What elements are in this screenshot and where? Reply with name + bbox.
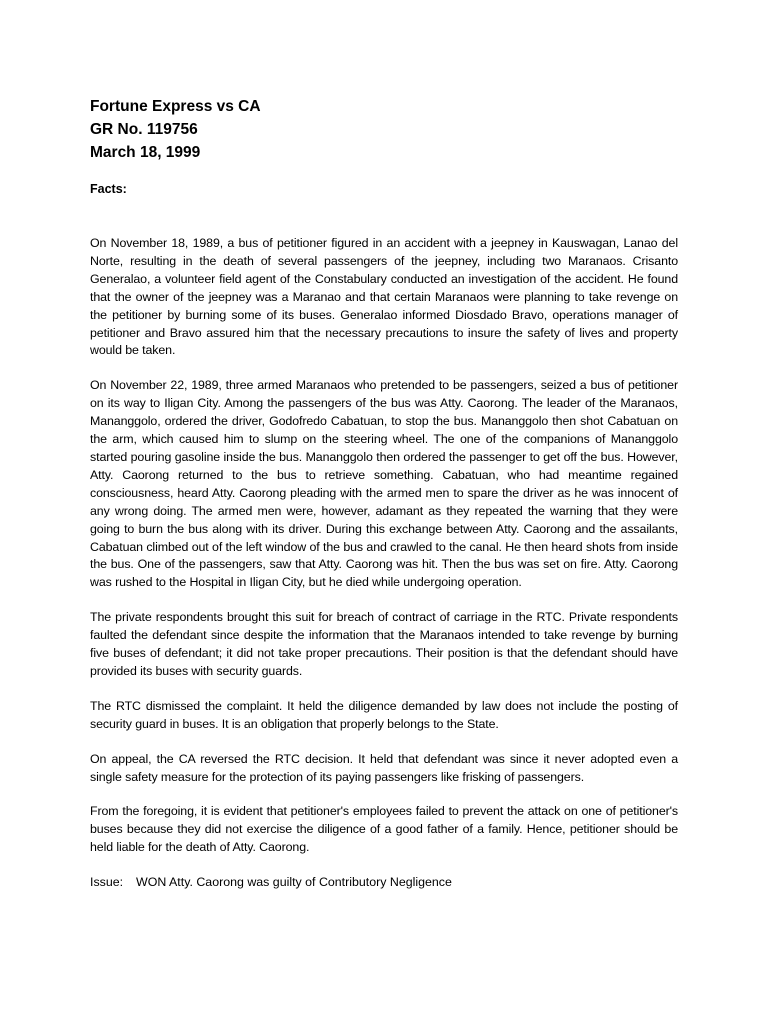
- facts-paragraph-2: On November 22, 1989, three armed Maranaos who pretended to be passengers, seized a bus of petitioner on its way to Iligan City. Among the passengers of the bus was Atty. Caorong. The leader of the Maranaos, Mananggolo, ordered the driver, Godofredo Cabatuan, to stop the bus. Mananggolo then shot Cabatuan on the arm, which caused him to slump on the steering wheel. The one of the companions of Mananggolo started pouring gasoline inside the bus. Mananggolo then ordered the passenger to get off the bus. However, Atty. Caorong returned to the bus to retrieve something. Cabatuan, who had meantime regained consciousness, heard Atty. Caorong pleading with the armed men to spare the driver as he was innocent of any wrong doing. The armed men were, however, adamant as they repeated the warning that they were going to burn the bus along with its driver. During this exchange between Atty. Caorong and the assailants, Cabatuan climbed out of the left window of the bus and crawled to the canal. He then heard shots from inside the bus. One of the passengers, saw that Atty. Caorong was hit. Then the bus was set on fire. Atty. Caorong was rushed to the Hospital in Iligan City, but he died while undergoing operation.: [90, 378, 678, 590]
- facts-paragraph-1: On November 18, 1989, a bus of petitioner figured in an accident with a jeepney in Kauswagan, Lanao del Norte, resulting in the death of several passengers of the jeepney, including two Maranaos. Crisanto Generalao, a volunteer field agent of the Constabulary conducted an investigation of the accident. He found that the owner of the jeepney was a Maranao and that certain Maranaos were planning to take revenge on the petitioner by burning some of its buses. Generalao informed Diosdado Bravo, operations manager of petitioner and Bravo assured him that the necessary precautions to insure the safety of lives and property would be taken.: [90, 236, 678, 358]
- issue-label: Issue:: [90, 875, 124, 890]
- facts-paragraph-5: On appeal, the CA reversed the RTC decision. It held that defendant was since it never adopted even a single safety measure for the protection of its paying passengers like frisking of passengers.: [90, 751, 678, 784]
- facts-heading: Facts:: [90, 182, 127, 196]
- issue-row: [90, 874, 678, 892]
- case-date: March 18, 1999: [90, 144, 201, 161]
- facts-paragraph-3: The private respondents brought this suit for breach of contract of carriage in the RTC. Private respondents faulted the defendant since despite the information that the Maranaos intended to take revenge by burning five buses of defendant; it did not take proper precautions. Their position is that the defendant should have provided its buses with security guards.: [90, 610, 678, 678]
- issue-text: WON Atty. Caorong was guilty of Contributory Negligence: [136, 875, 452, 890]
- facts-paragraph-6: From the foregoing, it is evident that petitioner's employees failed to prevent the attack on one of petitioner's buses because they did not exercise the diligence of a good father of a family. Hence, petitioner should be held liable for the death of Atty. Caorong.: [90, 804, 678, 855]
- facts-paragraph-4: The RTC dismissed the complaint. It held the diligence demanded by law does not include the posting of security guard in buses. It is an obligation that properly belongs to the State.: [90, 698, 678, 731]
- case-number: GR No. 119756: [90, 121, 198, 138]
- case-title: Fortune Express vs CA: [90, 98, 261, 115]
